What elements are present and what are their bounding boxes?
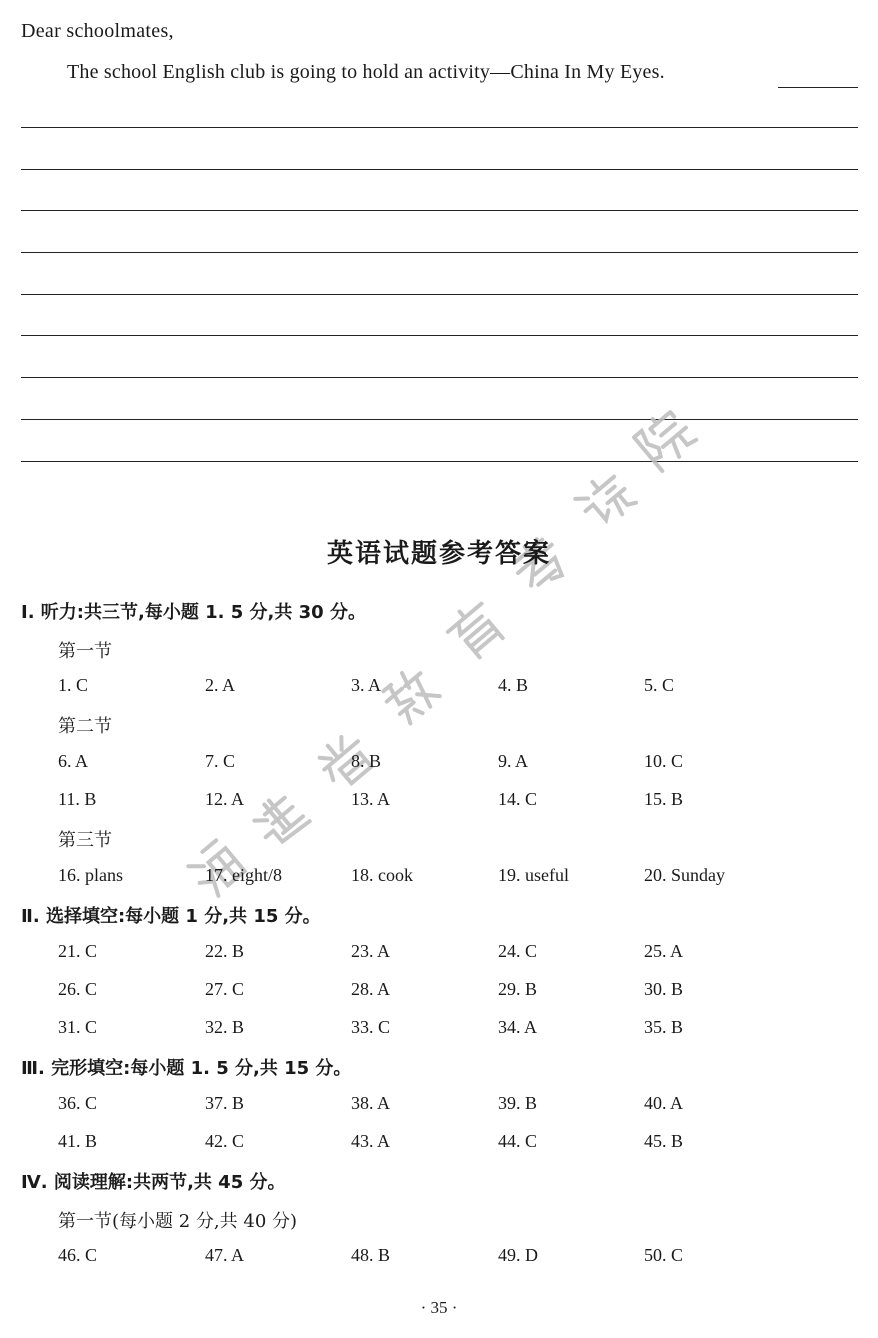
answer-item: 38. A <box>351 1093 391 1113</box>
answer-item: 16. plans <box>58 865 123 885</box>
answer-item: 2. A <box>205 675 236 695</box>
answer-item: 42. C <box>205 1131 245 1151</box>
writing-line <box>21 169 858 170</box>
answer-item: 47. A <box>205 1245 245 1265</box>
answer-item: 36. C <box>58 1093 98 1113</box>
answer-item: 37. B <box>205 1093 245 1113</box>
answer-item: 40. A <box>644 1093 684 1113</box>
answer-item: 24. C <box>498 941 538 961</box>
writing-line <box>21 461 858 462</box>
answer-item: 17. eight/8 <box>205 865 282 885</box>
part4-section1-label: 第一节(每小题 2 分,共 40 分) <box>58 1211 298 1232</box>
writing-line <box>21 252 858 253</box>
answer-item: 8. B <box>351 751 382 771</box>
answer-item: 13. A <box>351 789 391 809</box>
letter-intro: The school English club is going to hold an activity—China In My Eyes. <box>67 61 665 83</box>
answer-item: 41. B <box>58 1131 98 1151</box>
writing-lines <box>21 127 858 502</box>
answer-item: 21. C <box>58 941 98 961</box>
writing-line <box>21 127 858 128</box>
answer-item: 35. B <box>644 1017 684 1037</box>
answer-item: 48. B <box>351 1245 391 1265</box>
answer-item: 33. C <box>351 1017 391 1037</box>
part1-section2-label: 第二节 <box>58 716 112 737</box>
part1-section1-label: 第一节 <box>58 641 112 662</box>
part3-heading: Ⅲ. 完形填空:每小题 1. 5 分,共 15 分。 <box>21 1058 352 1079</box>
part2-heading: Ⅱ. 选择填空:每小题 1 分,共 15 分。 <box>21 906 321 927</box>
answer-row <box>58 979 858 1003</box>
part1-section3-label: 第三节 <box>58 830 112 851</box>
answer-item: 34. A <box>498 1017 538 1037</box>
answer-item: 3. A <box>351 675 382 695</box>
writing-line <box>21 210 858 211</box>
answer-row <box>58 1131 858 1155</box>
answer-item: 44. C <box>498 1131 538 1151</box>
answer-item: 4. B <box>498 675 529 695</box>
answer-item: 1. C <box>58 675 89 695</box>
answer-item: 12. A <box>205 789 245 809</box>
answer-item: 46. C <box>58 1245 98 1265</box>
writing-line <box>21 335 858 336</box>
answer-item: 26. C <box>58 979 98 999</box>
answer-item: 6. A <box>58 751 89 771</box>
answer-row <box>58 789 858 813</box>
answer-item: 25. A <box>644 941 684 961</box>
answer-row <box>58 751 858 775</box>
page-number: · 35 · <box>420 1298 458 1317</box>
writing-line <box>21 419 858 420</box>
answer-item: 22. B <box>205 941 245 961</box>
answer-item: 19. useful <box>498 865 569 885</box>
answer-item: 15. B <box>644 789 684 809</box>
answer-item: 20. Sunday <box>644 865 725 885</box>
answer-item: 9. A <box>498 751 529 771</box>
writing-line <box>21 377 858 378</box>
answer-row <box>58 675 858 699</box>
answer-item: 49. D <box>498 1245 538 1265</box>
answer-item: 7. C <box>205 751 236 771</box>
answer-item: 11. B <box>58 789 97 809</box>
answer-item: 50. C <box>644 1245 684 1265</box>
intro-blank-line <box>778 87 858 88</box>
answer-item: 31. C <box>58 1017 98 1037</box>
writing-line <box>21 294 858 295</box>
answer-row <box>58 1245 858 1269</box>
answer-item: 39. B <box>498 1093 538 1113</box>
answer-item: 27. C <box>205 979 245 999</box>
part4-heading: Ⅳ. 阅读理解:共两节,共 45 分。 <box>21 1172 286 1193</box>
answer-item: 32. B <box>205 1017 245 1037</box>
answer-item: 30. B <box>644 979 684 999</box>
answer-row <box>58 1017 858 1041</box>
answer-item: 29. B <box>498 979 538 999</box>
answer-key-title: 英语试题参考答案 <box>326 539 551 569</box>
answer-row <box>58 1093 858 1117</box>
answer-row <box>58 865 858 889</box>
answer-item: 18. cook <box>351 865 413 885</box>
answer-item: 45. B <box>644 1131 684 1151</box>
part1-heading: Ⅰ. 听力:共三节,每小题 1. 5 分,共 30 分。 <box>21 602 366 623</box>
answer-row <box>58 941 858 965</box>
answer-item: 23. A <box>351 941 391 961</box>
answer-item: 43. A <box>351 1131 391 1151</box>
answer-item: 28. A <box>351 979 391 999</box>
answer-item: 10. C <box>644 751 684 771</box>
letter-greeting: Dear schoolmates, <box>21 20 174 42</box>
answer-item: 14. C <box>498 789 538 809</box>
answer-item: 5. C <box>644 675 675 695</box>
